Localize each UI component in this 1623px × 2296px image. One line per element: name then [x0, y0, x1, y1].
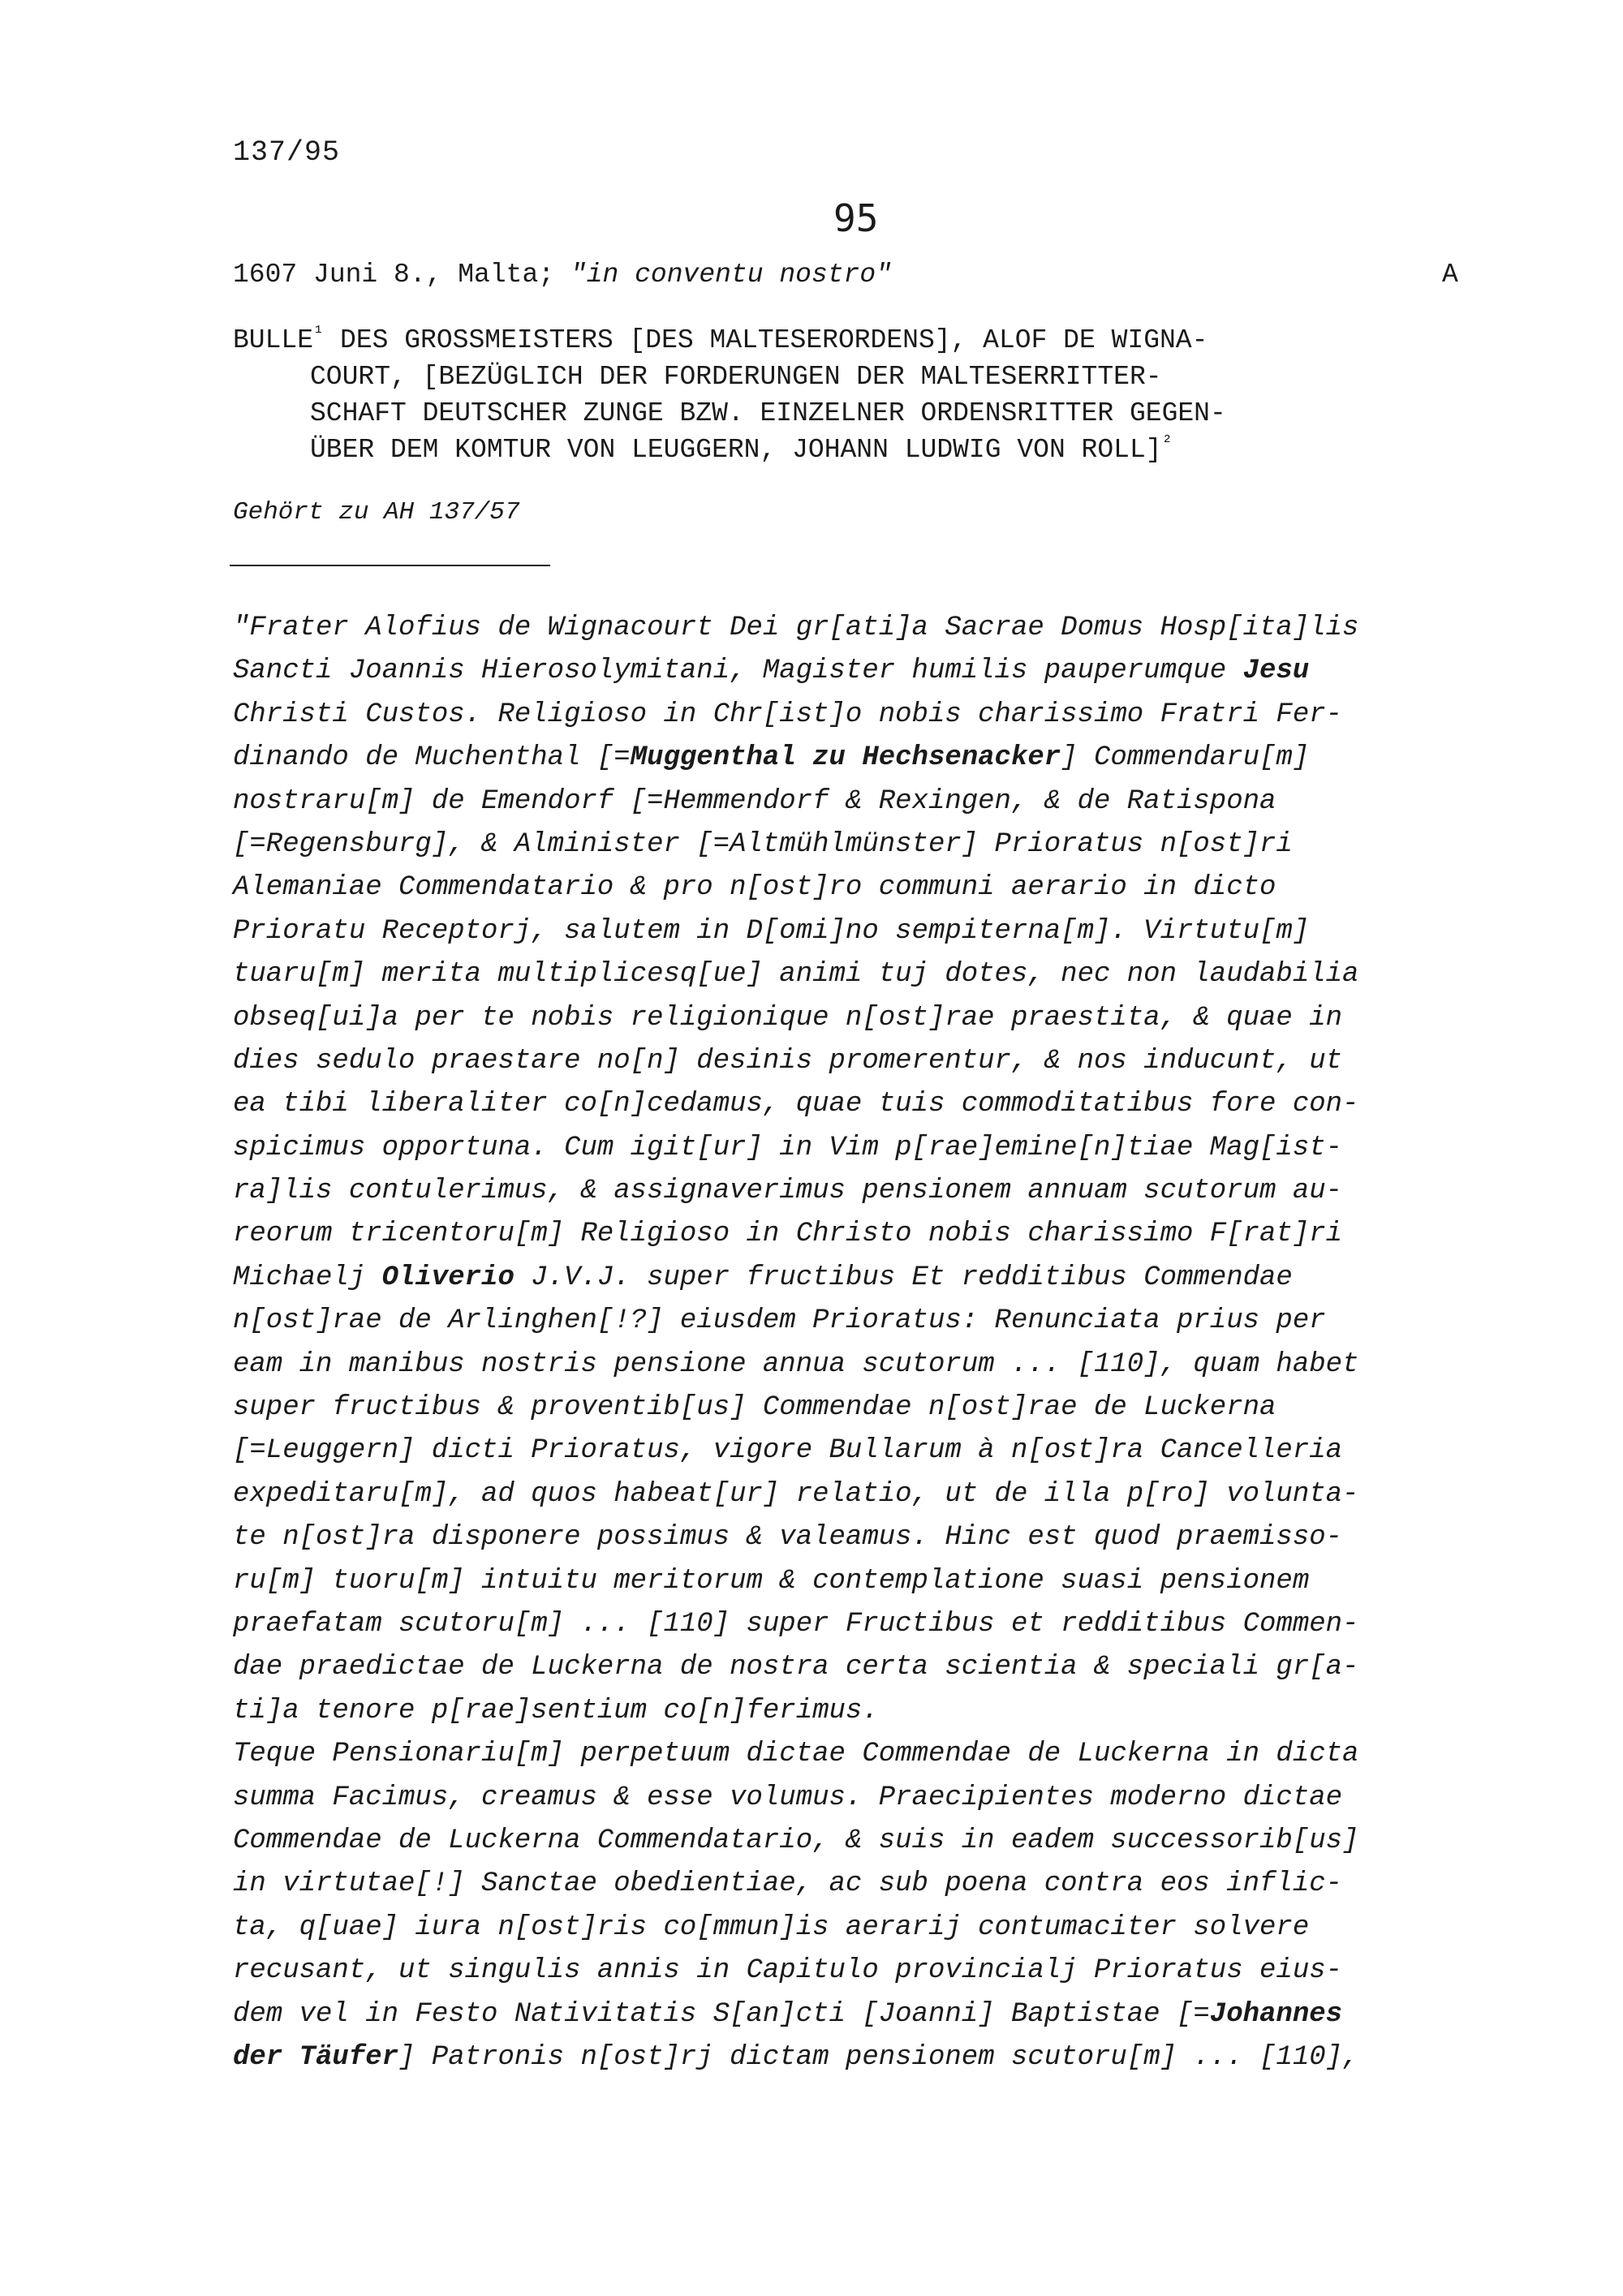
body-line: der Täufer] Patronis n[ost]rj dictam pensionem scutoru[m] ... [110],: [233, 2041, 1359, 2073]
title-line: $BULLE^{^1}$ DES GROSSMEISTERS [DES MALTESERORDENS], ALOF DE WIGNA-: [233, 323, 1208, 355]
bold-name: der Täufer: [233, 2041, 399, 2073]
body-line: ta, q[uae] iura n[ost]ris co[mmun]is aerarij contumaciter solvere: [233, 1911, 1310, 1943]
body-line: spicimus opportuna. Cum igit[ur] in Vim p[rae]emine[n]tiae Mag[ist-: [233, 1132, 1343, 1163]
body-line: super fructibus & proventib[us] Commendae n[ost]rae de Luckerna: [233, 1392, 1276, 1424]
footnote-marker: ²: [1161, 432, 1173, 453]
body-line: recusant, ut singulis annis in Capitulo provincialj Prioratus eius-: [233, 1955, 1343, 1987]
bold-name: Oliverio: [381, 1262, 514, 1293]
body-line: n[ost]rae de Arlinghen[!?] eiusdem Prioratus: Renunciata prius per: [233, 1305, 1326, 1337]
body-line: nostraru[m] de Emendorf [=Hemmendorf & Rexingen, & de Ratispona: [233, 785, 1276, 817]
body-line: Michaelj Oliverio J.V.J. super fructibus Et redditibus Commendae: [233, 1262, 1293, 1293]
body-line: ra]lis contulerimus, & assignaverimus pensionem annuam scutorum au-: [233, 1176, 1343, 1207]
body-line: in virtutae[!] Sanctae obedientiae, ac sub poena contra eos inflic-: [233, 1868, 1343, 1900]
body-line: praefatam scutoru[m] ... [110] super Fructibus et redditibus Commen-: [233, 1608, 1359, 1640]
body-line: [=Leuggern] dicti Prioratus, vigore Bullarum à n[ost]ra Cancelleria: [233, 1435, 1343, 1467]
body-line: dem vel in Festo Nativitatis S[an]cti [Joanni] Baptistae [=Johannes: [233, 1998, 1343, 2030]
date-text: 1607 Juni 8., Malta;: [233, 260, 555, 290]
body-line: Prioratu Receptorj, salutem in D[omi]no sempiterna[m]. Virtutu[m]: [233, 915, 1310, 947]
archive-reference: 137/95: [233, 136, 341, 169]
body-line: ea tibi liberaliter co[n]cedamus, quae tuis commoditatibus fore con-: [233, 1089, 1359, 1120]
bold-name: Johannes: [1209, 1998, 1343, 2030]
separator-rule: [230, 565, 550, 566]
body-line: [=Regensburg], & Alminister [=Altmühlmünster] Prioratus n[ost]ri: [233, 828, 1293, 860]
bold-name: Muggenthal zu Hechsenacker: [630, 742, 1061, 774]
document-title: [233, 322, 1499, 468]
body-line: reorum tricentoru[m] Religioso in Christo nobis charissimo F[rat]ri: [233, 1219, 1343, 1250]
belongs-to-note: Gehört zu AH 137/57: [233, 498, 520, 527]
bold-name: Jesu: [1242, 656, 1310, 687]
body-line: Commendae de Luckerna Commendatario, & suis in eadem successorib[us]: [233, 1825, 1359, 1856]
body-line: ti]a tenore p[rae]sentium co[n]ferimus.: [233, 1695, 879, 1726]
body-line: "Frater Alofius de Wignacourt Dei gr[ati]a Sacrae Domus Hosp[ita]lis: [233, 613, 1359, 643]
body-line: dies sedulo praestare no[n] desinis promerentur, & nos inducunt, ut: [233, 1045, 1343, 1077]
title-line: COURT, [BEZÜGLICH DER FORDERUNGEN DER MALTESERRITTER-: [310, 362, 1162, 392]
footnote-marker: ¹: [313, 323, 325, 343]
body-line: summa Facimus, creamus & esse volumus. Praecipientes moderno dictae: [233, 1782, 1343, 1813]
body-line: tuaru[m] merita multiplicesq[ue] animi tuj dotes, nec non laudabilia: [233, 959, 1359, 991]
body-line: eam in manibus nostris pensione annua scutorum ... [110], quam habet: [233, 1348, 1359, 1380]
date-line: [233, 260, 1474, 290]
body-line: expeditaru[m], ad quos habeat[ur] relatio, ut de illa p[ro] volunta-: [233, 1478, 1359, 1510]
body-line: ru[m] tuoru[m] intuitu meritorum & contemplatione suasi pensionem: [233, 1565, 1310, 1597]
body-line: Sancti Joannis Hierosolymitani, Magister humilis pauperumque Jesu: [233, 656, 1310, 687]
title-line: SCHAFT DEUTSCHER ZUNGE BZW. EINZELNER ORDENSRITTER GEGEN-: [310, 398, 1226, 428]
body-line: Alemaniae Commendatario & pro n[ost]ro communi aerario in dicto: [233, 872, 1276, 904]
body-line: te n[ost]ra disponere possimus & valeamus. Hinc est quod praemisso-: [233, 1522, 1343, 1554]
body-line: dae praedictae de Luckerna de nostra certa scientia & speciali gr[a-: [233, 1652, 1359, 1683]
transcription-body: [233, 607, 1499, 2079]
page-number: 95: [833, 196, 879, 240]
place-quote: "in conventu nostro": [570, 260, 892, 290]
title-line: ÜBER DEM KOMTUR VON LEUGGERN, JOHANN LUDWIG VON ROLL]$^{^2}$: [310, 432, 1173, 465]
document-code: A: [1442, 260, 1458, 290]
body-line: Teque Pensionariu[m] perpetuum dictae Commendae de Luckerna in dicta: [233, 1739, 1359, 1770]
body-line: dinando de Muchenthal [=Muggenthal zu Hechsenacker] Commendaru[m]: [233, 742, 1310, 774]
body-line: obseq[ui]a per te nobis religionique n[ost]rae praestita, & quae in: [233, 1002, 1343, 1034]
body-line: Christi Custos. Religioso in Chr[ist]o nobis charissimo Fratri Fer-: [233, 699, 1343, 730]
